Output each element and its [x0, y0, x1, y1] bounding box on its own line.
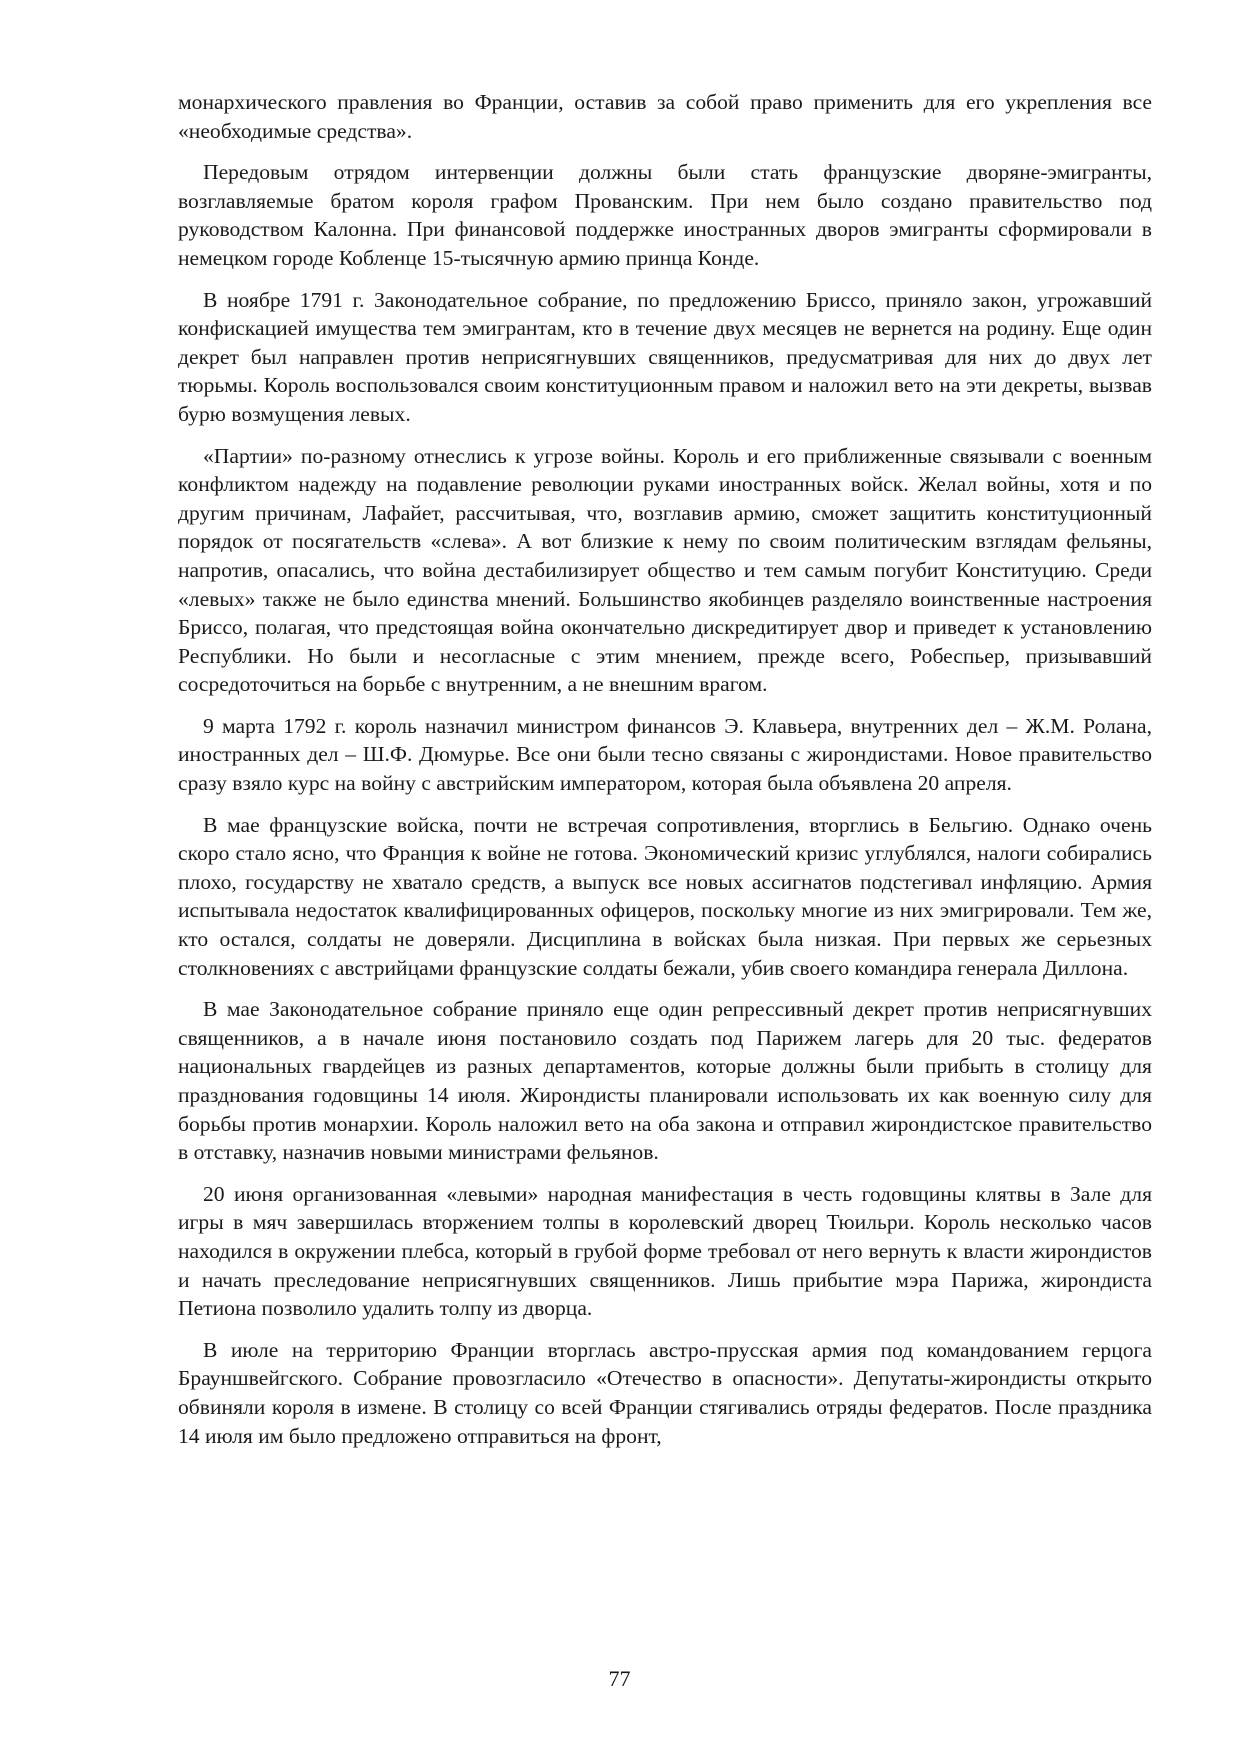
paragraph-6: В мае французские войска, почти не встречая сопротивления, вторглись в Бельгию. Однако очень скоро стало ясно, что Франция к войне не готова. Экономический кризис углублялся, налоги собирались плохо, государству не хватало средств, а выпуск все новых ассигнатов подстегивал инфляцию. Армия испытывала недостаток квалифицированных офицеров, поскольку многие из них эмигрировали. Тем же, кто остался, солдаты не доверяли. Дисциплина в войсках была низкая. При первых же серьезных столкновениях с австрийцами французские солдаты бежали, убив своего командира генерала Диллона. [178, 812, 1152, 980]
paragraph-1: монархического правления во Франции, оставив за собой право применить для его укрепления все «необходимые средства». [178, 90, 1152, 143]
paragraph-2: Передовым отрядом интервенции должны были стать французские дворяне-эмигранты, возглавляемые братом короля графом Прованским. При нем было создано правительство под руководством Калонна. При финансовой поддержке иностранных дворов эмигранты сформировали в немецком городе Кобленце 15-тысячную армию принца Конде. [178, 160, 1152, 270]
page-number: 77 [608, 1666, 631, 1691]
paragraph-8: 20 июня организованная «левыми» народная манифестация в честь годовщины клятвы в Зале для игры в мяч завершилась вторжением толпы в королевский дворец Тюильри. Король несколько часов находился в окружении плебса, который в грубой форме требовал от него вернуть к власти жирондистов и начать преследование неприсягнувших священников. Лишь прибытие мэра Парижа, жирондиста Петиона позволило удалить толпу из дворца. [178, 1181, 1152, 1321]
paragraph-9: В июле на территорию Франции вторглась австро-прусская армия под командованием герцога Брауншвейгского. Собрание провозгласило «Отечество в опасности». Депутаты-жирондисты открыто обвиняли короля в измене. В столицу со всей Франции стягивались отряды федератов. После праздника 14 июля им было предложено отправиться на фронт, [178, 1337, 1152, 1448]
paragraph-4: «Партии» по-разному отнеслись к угрозе войны. Король и его приближенные связывали с военным конфликтом надежду на подавление революции руками иностранных войск. Желал войны, хотя и по другим причинам, Лафайет, рассчитывая, что, возглавив армию, сможет защитить конституционный порядок от посягательств «слева». А вот близкие к нему по своим политическим взглядам фельяны, напротив, опасались, что война дестабилизирует общество и тем самым погубит Конституцию. Среди «левых» также не было единства мнений. Большинство якобинцев разделяло воинственные настроения Бриссо, полагая, что предстоящая война окончательно дискредитирует двор и приведет к установлению Республики. Но были и несогласные с этим мнением, прежде всего, Робеспьер, призывавший сосредоточиться на борьбе с внутренним, а не внешним врагом. [178, 443, 1152, 697]
page-body [178, 88, 1152, 1463]
paragraph-7: В мае Законодательное собрание приняло еще один репрессивный декрет против неприсягнувших священников, а в начале июня постановило создать под Парижем лагерь для 20 тыс. федератов национальных гвардейцев из разных департаментов, которые должны были прибыть в столицу для празднования годовщины 14 июля. Жирондисты планировали использовать их как военную силу для борьбы против монархии. Король наложил вето на оба закона и отправил жирондистское правительство в отставку, назначив новыми министрами фельянов. [178, 997, 1152, 1165]
paragraph-5: 9 марта 1792 г. король назначил министром финансов Э. Клавьера, внутренних дел – Ж.М. Ролана, иностранных дел – Ш.Ф. Дюмурье. Все они были тесно связаны с жирондистами. Новое правительство сразу взяло курс на войну с австрийским императором, которая была объявлена 20 апреля. [178, 713, 1152, 796]
paragraph-3: В ноябре 1791 г. Законодательное собрание, по предложению Бриссо, приняло закон, угрожавший конфискацией имущества тем эмигрантам, кто в течение двух месяцев не вернется на родину. Еще один декрет был направлен против неприсягнувших священников, предусматривая для них до двух лет тюрьмы. Король воспользовался своим конституционным правом и наложил вето на эти декреты, вызвав бурю возмущения левых. [178, 287, 1152, 426]
